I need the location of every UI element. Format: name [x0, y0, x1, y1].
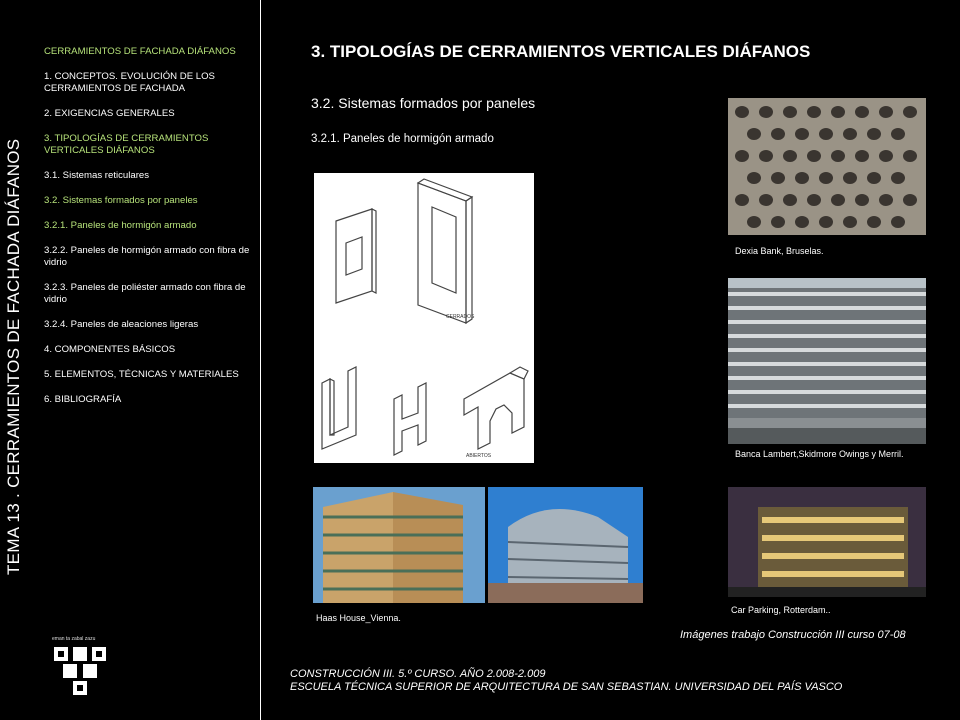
photo-banca-lambert	[728, 278, 926, 444]
subsection-title: 3.2.1. Paneles de hormigón armado	[311, 133, 494, 145]
caption-car-parking: Car Parking, Rotterdam..	[731, 605, 831, 615]
nav-item-2[interactable]: 2. EXIGENCIAS GENERALES	[44, 108, 175, 119]
nav-item-3-2-3[interactable]: 3.2.3. Paneles de poliéster armado con fibra de vidrio	[44, 282, 246, 305]
caption-dexia: Dexia Bank, Bruselas.	[735, 246, 824, 256]
photo-dexia-bank	[728, 98, 926, 235]
nav-item-3-2-2[interactable]: 3.2.2. Paneles de hormigón armado con fibra de vidrio	[44, 245, 250, 268]
caption-haas: Haas House_Vienna.	[316, 613, 401, 623]
caption-lambert: Banca Lambert,Skidmore Owings y Merril.	[735, 449, 904, 459]
panel-types-diagram	[314, 173, 534, 463]
nav-item-3-1[interactable]: 3.1. Sistemas reticulares	[44, 170, 150, 181]
upv-ehu-emblem-icon	[52, 645, 108, 697]
label-open: ABIERTOS	[466, 453, 492, 459]
nav-item-6[interactable]: 6. BIBLIOGRAFÍA	[44, 394, 122, 405]
sidebar-divider	[260, 0, 261, 720]
logo-motto: eman ta zabal zazu	[52, 636, 96, 642]
footer-course: CONSTRUCCIÓN III. 5.º CURSO. AÑO 2.008-2.009	[290, 668, 546, 680]
image-credit: Imágenes trabajo Construcción III curso 07-08	[680, 629, 906, 641]
section-subtitle: 3.2. Sistemas formados por paneles	[311, 95, 536, 111]
photo-haas-house-facade	[488, 487, 643, 603]
page-title: 3. TIPOLOGÍAS DE CERRAMIENTOS VERTICALES DIÁFANOS	[311, 42, 811, 61]
university-logo	[52, 636, 112, 697]
photo-haas-house	[313, 487, 485, 603]
vertical-course-title: TEMA 13 . CERRAMIENTOS DE FACHADA DIÁFANOS	[4, 138, 23, 575]
label-closed: CERRADOS	[446, 314, 475, 320]
nav-item-5[interactable]: 5. ELEMENTOS, TÉCNICAS Y MATERIALES	[44, 369, 239, 380]
nav-item-3-2-4[interactable]: 3.2.4. Paneles de aleaciones ligeras	[44, 319, 199, 330]
sidebar-nav	[44, 46, 260, 419]
nav-item-3-2-1[interactable]: 3.2.1. Paneles de hormigón armado	[44, 220, 197, 231]
nav-item-section-title[interactable]: CERRAMIENTOS DE FACHADA DIÁFANOS	[44, 46, 236, 57]
footer-school: ESCUELA TÉCNICA SUPERIOR DE ARQUITECTURA DE SAN SEBASTIAN. UNIVERSIDAD DEL PAÍS VASCO	[290, 681, 843, 693]
photo-car-parking	[728, 487, 926, 597]
nav-item-3[interactable]: 3. TIPOLOGÍAS DE CERRAMIENTOS VERTICALES DIÁFANOS	[44, 133, 209, 156]
nav-item-3-2[interactable]: 3.2. Sistemas formados por paneles	[44, 195, 198, 206]
footer	[290, 668, 842, 694]
nav-item-1[interactable]: 1. CONCEPTOS. EVOLUCIÓN DE LOS CERRAMIENTOS DE FACHADA	[44, 71, 215, 94]
nav-item-4[interactable]: 4. COMPONENTES BÁSICOS	[44, 344, 176, 355]
